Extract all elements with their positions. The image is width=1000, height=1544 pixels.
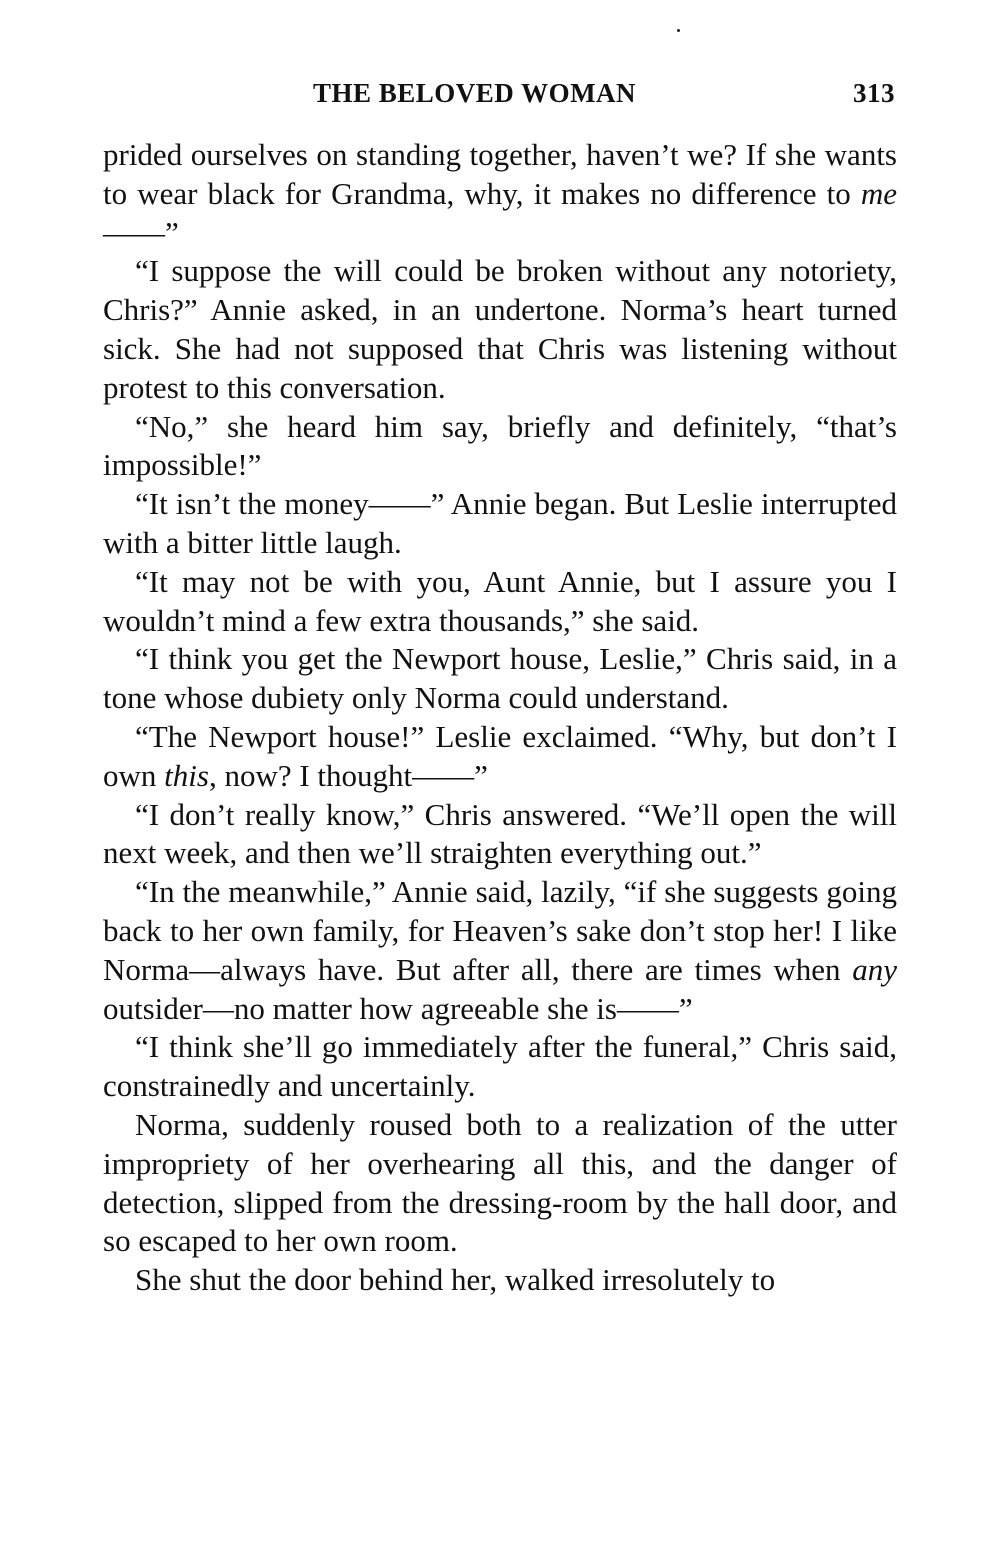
italic-text: this [164, 757, 209, 793]
running-header [103, 78, 897, 122]
paragraph [103, 796, 897, 874]
text-run: “It may not be with you, Aunt Annie, but I assure you I wouldn’t mind a few extra thousands,” she said. [103, 563, 897, 638]
paragraph [103, 1261, 897, 1300]
body-text [103, 136, 897, 1300]
text-run: “I think she’ll go immediately after the funeral,” Chris said, constrainedly and uncertainly. [103, 1029, 897, 1104]
paragraph [103, 1106, 897, 1261]
text-run: , now? I thought——” [208, 757, 488, 793]
paragraph [103, 408, 897, 486]
running-title: THE BELOVED WOMAN [313, 78, 637, 108]
paragraph [103, 718, 897, 796]
book-page [103, 78, 897, 1300]
text-run: “The Newport house!” Leslie exclaimed. “Why, but don’t I own [103, 718, 897, 793]
text-run: outsider—no matter how agreeable she is——” [103, 990, 693, 1026]
text-run: “I think you get the Newport house, Leslie,” Chris said, in a tone whose dubiety only Norma could understand. [103, 641, 897, 716]
text-run: “I suppose the will could be broken without any notoriety, Chris?” Annie asked, in an undertone. Norma’s heart turned sick. She had not supposed that Chris was listening without protest to this conversation. [103, 253, 897, 405]
text-run: “In the meanwhile,” Annie said, lazily, “if she suggests going back to her own family, for Heaven’s sake don’t stop her! I like Norma—always have. But after all, there are times when [103, 874, 897, 987]
print-speck [677, 29, 680, 32]
paragraph [103, 1028, 897, 1106]
text-run: Norma, suddenly roused both to a realization of the utter impropriety of her overhearing all this, and the danger of detection, slipped from the dressing-room by the hall door, and so escaped to her own room. [103, 1106, 897, 1259]
paragraph [103, 640, 897, 718]
page-number: 313 [853, 78, 895, 108]
paragraph [103, 136, 897, 252]
italic-text: me [860, 175, 897, 211]
paragraph [103, 563, 897, 641]
paragraph [103, 873, 897, 1028]
text-run: prided ourselves on standing together, haven’t we? If she wants to wear black for Grandma, why, it makes no difference to [103, 137, 897, 211]
paragraph [103, 485, 897, 563]
italic-text: any [852, 951, 897, 987]
text-run: “It isn’t the money——” Annie began. But Leslie interrupted with a bitter little laugh. [103, 486, 897, 560]
text-run: She shut the door behind her, walked irresolutely to [135, 1262, 776, 1298]
paragraph [103, 252, 897, 407]
text-run: “No,” she heard him say, briefly and definitely, “that’s impossible!” [103, 408, 897, 483]
text-run: “I don’t really know,” Chris answered. “We’ll open the will next week, and then we’ll straighten everything out.” [103, 796, 897, 871]
text-run: ——” [103, 214, 179, 250]
